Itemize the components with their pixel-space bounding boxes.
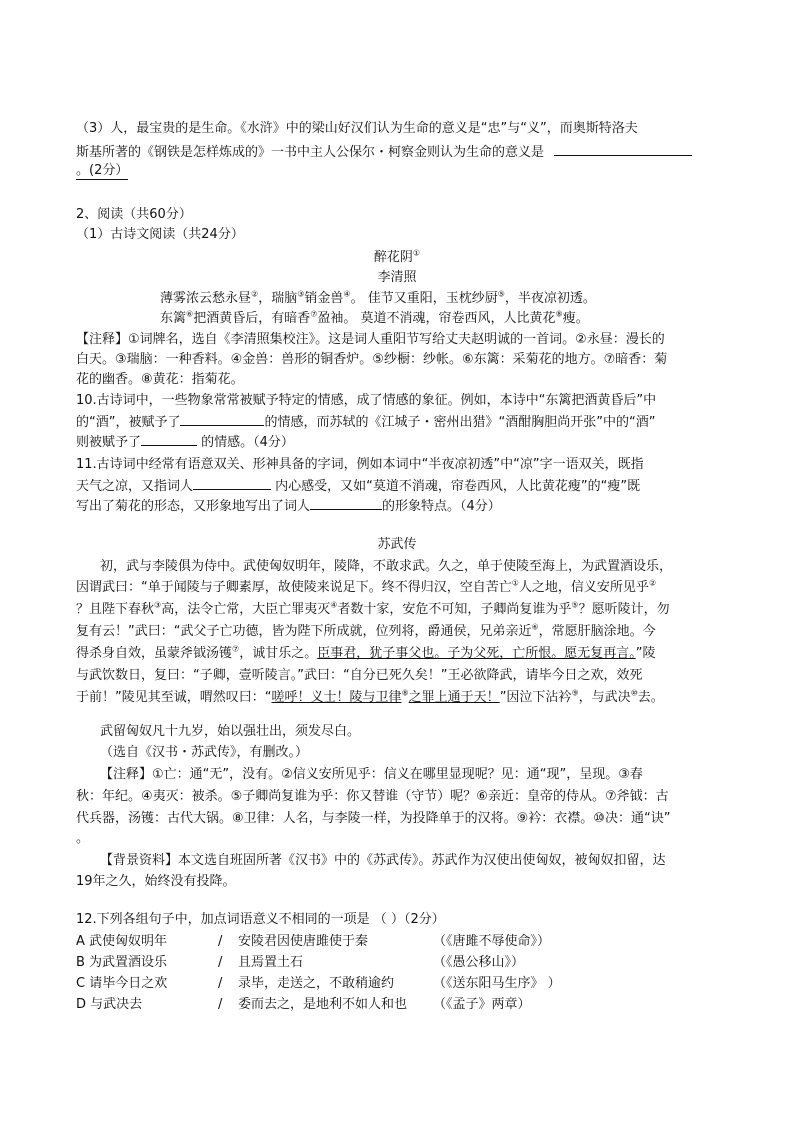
poem-text: 把酒黄昏后，有暗香	[193, 311, 311, 326]
note-ref: ⑦	[310, 309, 318, 319]
q3-line3: 。(2分）	[76, 163, 129, 178]
q11-blank-2[interactable]	[310, 495, 382, 510]
option-text: 且焉置土石	[238, 955, 304, 970]
text-p7	[76, 688, 664, 708]
q11-line3	[76, 495, 501, 517]
text-run: 于前！”陵见其至诚，喟然叹曰：“	[76, 690, 272, 705]
q12-option-c[interactable]	[76, 974, 561, 994]
option-label: D 与武决去	[76, 997, 143, 1012]
note-ref: ⑧	[555, 309, 563, 319]
q11-blank-1[interactable]	[193, 475, 271, 490]
text-p4	[76, 622, 656, 642]
text-p8: 武留匈奴凡十九岁，始以强壮出，须发尽白。	[100, 724, 361, 739]
q10-blank-1[interactable]	[180, 411, 264, 426]
text-run: ，诚甘乐之。	[239, 646, 318, 661]
text-run: 者数十家，安危不可知，子卿尚复谁为乎	[337, 602, 572, 617]
note-ref: ⑦	[232, 644, 240, 654]
option-label: C 请毕今日之欢	[76, 976, 168, 991]
option-text: 委而去之，是地利不如人和也	[238, 997, 408, 1012]
note-ref: ④	[343, 289, 351, 299]
underlined-sentence: 臣事君，犹子事父也。子为父死，亡所恨。愿无复再言。	[317, 646, 636, 661]
option-source: （《愚公移山》）	[433, 955, 525, 970]
text-p3	[76, 600, 670, 620]
option-sep: /	[218, 955, 223, 970]
option-sep: /	[218, 976, 223, 991]
note-ref: ⑥	[186, 309, 194, 319]
text-source: （选自《汉书・苏武传》，有删改。）	[100, 745, 309, 760]
q10-text: 的情感，而苏轼的《江城子・密州出猎》“酒酣胸胆尚开张”中的“酒”	[264, 415, 656, 430]
poem-text: 盈袖。 莫道不消魂，帘卷西风，人比黄花	[317, 311, 556, 326]
q11-text: 写出了菊花的形态，又形象地写出了词人	[76, 499, 311, 514]
text-run: ，常愿肝脑涂地。今	[538, 624, 656, 639]
note-ref: ①	[511, 578, 519, 588]
text-p2	[76, 578, 656, 598]
text-run: ，与武决	[578, 690, 631, 705]
background-line2: 19年之久，始终没有投降。	[76, 874, 236, 889]
q3-line2-text: 斯基所著的《钢铁是怎样炼成的》一书中主人公保尔・柯察金则认为生命的意义是	[76, 145, 545, 160]
note-ref: ⑧	[401, 688, 409, 698]
text-run: ”陵	[635, 646, 656, 661]
text-title: 苏武传	[377, 537, 417, 552]
text-p6: 与武饮数日，复曰：“子卿，壹听陵言。”武曰：“自分已死久矣！”王必欲降武，请毕今日之欢，效死	[76, 668, 643, 683]
q10-blank-2[interactable]	[141, 431, 197, 446]
q11-line1: 11.古诗词中经常有语意双关、形神具备的字词，例如本词中“半夜凉初透”中“凉”字一语双关，既指	[76, 457, 644, 472]
q12-option-b[interactable]	[76, 953, 524, 973]
option-source: （《送东阳马生序》 ）	[433, 976, 561, 991]
text-run: ？愿听陵计，勿	[578, 602, 670, 617]
q12-option-a[interactable]	[76, 932, 550, 952]
note-ref: ⑩	[630, 688, 638, 698]
poem-notes-line2: 白天。③瑞脑：一种香料。④金兽：兽形的铜香炉。⑤纱橱：纱帐。⑥东篱：采菊花的地方。⑦暗香：菊	[76, 352, 668, 367]
text-run: ？且陛下春秋	[76, 602, 155, 617]
q10-text: 的情感。（4分）	[197, 435, 294, 450]
option-source: （《孟子》两章）	[433, 997, 531, 1012]
option-source: （《唐雎不辱使命》）	[433, 934, 551, 949]
text-run: 人之地，信义安所见乎	[518, 580, 649, 595]
text-run: 去。	[637, 690, 664, 705]
text-notes-line1: 【注释】①亡：通“无”，没有。②信义安所见乎：信义在哪里显现呢？见：通“现”，呈现。③春	[100, 767, 643, 782]
section2-title: 2、阅读（共60分）	[76, 207, 192, 222]
q12-stem: 12.下列各组句子中，加点词语意义不相同的一项是 （ ）（2分）	[76, 912, 445, 927]
poem-text: 薄雾浓云愁永昼	[160, 291, 252, 306]
poem-text: 瘦。	[562, 311, 589, 326]
option-sep: /	[218, 997, 223, 1012]
q12-option-d[interactable]	[76, 995, 531, 1015]
text-run: 得杀身自效，虽蒙斧钺汤镬	[76, 646, 233, 661]
poem-text: ，瑞脑	[258, 291, 298, 306]
text-run: ”因泣下沾衿	[499, 690, 572, 705]
option-label: B 为武置酒设乐	[76, 955, 168, 970]
text-run: 高，法令亡常，大臣亡罪夷灭	[161, 602, 331, 617]
section2-subtitle: （1）古诗文阅读（共24分）	[76, 227, 244, 242]
poem-text: ，半夜凉初透。	[504, 291, 596, 306]
text-notes-line2: 秋：年纪。④夷灭：被杀。⑤子卿尚复谁为乎：你又替谁（守节）呢？⑥亲近：皇帝的侍从。⑦斧钺：古	[76, 789, 669, 804]
poem-line1	[160, 289, 596, 309]
option-text: 安陵君因使唐雎使于秦	[238, 934, 369, 949]
text-run: 复有云！”武曰：“武父子亡功德，皆为陛下所成就，位列将，爵通侯，兄弟亲近	[76, 624, 532, 639]
text-p1: 初，武与李陵俱为侍中。武使匈奴明年，陵降，不敢求武。久之，单于使陵至海上，为武置酒设乐，	[100, 559, 673, 574]
q10-line1: 10.古诗词中，一些物象常常被赋予特定的情感，成了情感的象征。例如，本诗中“东篱把酒黄昏后”中	[76, 393, 657, 408]
background-line1: 【背景资料】本文选自班固所著《汉书》中的《苏武传》。苏武作为汉使出使匈奴，被匈奴扣留，达	[100, 853, 666, 868]
q11-line2	[76, 475, 640, 497]
option-label: A 武使匈奴明年	[76, 934, 168, 949]
text-p5	[76, 644, 655, 664]
poem-text: 东篱	[160, 311, 187, 326]
q3-line2	[76, 141, 692, 163]
poem-author: 李清照	[377, 270, 417, 285]
note-ref: ⑤	[497, 289, 505, 299]
poem-line2	[160, 309, 589, 329]
poem-title-note: ①	[412, 248, 421, 258]
note-ref: ⑤	[571, 600, 579, 610]
note-ref: ⑨	[571, 688, 579, 698]
poem-notes-line1: 【注释】①词牌名，选自《李清照集校注》。这是词人重阳节写给丈夫赵明诚的一首词。②永昼：漫长的	[76, 332, 665, 347]
text-run: 因谓武曰：“单于闻陵与子卿素厚，故使陵来说足下。终不得归汉，空自苦亡	[76, 580, 512, 595]
option-text: 录毕，走送之，不敢稍逾约	[238, 976, 395, 991]
q10-line2	[76, 411, 655, 433]
q11-text: 的形象特点。（4分）	[382, 499, 501, 514]
text-notes-line3: 代兵器，汤镬：古代大锅。⑧卫律：人名，与李陵一样，为投降单于的汉将。⑨衿：衣襟。⑩决：通“诀”	[76, 811, 671, 826]
q11-text: 天气之凉，又指词人	[76, 479, 194, 494]
option-sep: /	[218, 934, 223, 949]
q10-text: 则被赋予了	[76, 435, 142, 450]
q11-text: 内心感受，又如“莫道不消魂，帘卷西风，人比黄花瘦”的“瘦”既	[271, 479, 641, 494]
q3-line1: （3）人，最宝贵的是生命。《水浒》中的梁山好汉们认为生命的意义是“忠”与“义”，而奥斯特洛夫	[76, 121, 638, 136]
q10-line3	[76, 431, 294, 453]
text-notes-line4: 。	[76, 831, 90, 846]
poem-notes-line3: 花的幽香。⑧黄花：指菊花。	[76, 372, 244, 387]
note-ref: ②	[251, 289, 259, 299]
poem-title-text: 醉花阴	[373, 250, 413, 265]
underlined-sentence: 之罪上通于天！	[408, 690, 500, 705]
poem-text: 销金兽	[304, 291, 344, 306]
note-ref: ④	[330, 600, 338, 610]
note-ref: ②	[648, 578, 657, 588]
note-ref: ③	[297, 289, 305, 299]
q3-answer-blank[interactable]	[554, 141, 692, 156]
poem-title	[0, 248, 794, 268]
note-ref: ③	[154, 600, 162, 610]
note-ref: ⑥	[531, 622, 539, 632]
underlined-sentence: 嗟呼！义士！陵与卫律	[271, 690, 402, 705]
q10-text: 的“酒”，被赋予了	[76, 415, 181, 430]
poem-text: 。 佳节又重阳，玉枕纱厨	[350, 291, 498, 306]
